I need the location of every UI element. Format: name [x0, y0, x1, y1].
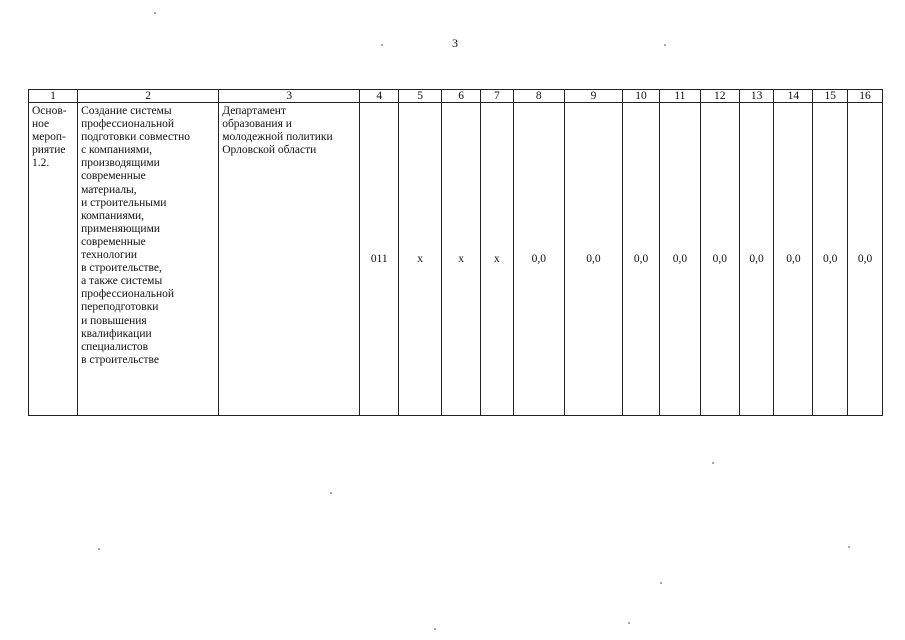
header-cell-16: 16 [848, 90, 883, 103]
header-cell-13: 13 [739, 90, 774, 103]
description-line: переподготовки [81, 301, 159, 314]
event-number-line: риятие [32, 144, 66, 157]
description-line: и повышения [81, 314, 147, 327]
header-cell-1: 1 [29, 90, 78, 103]
event-number-line: Основ- [32, 105, 67, 117]
description-line: а также системы [81, 275, 163, 288]
scan-speck [381, 44, 383, 46]
value-cell-13: 0,0 [739, 103, 774, 416]
description-line: подготовки совместно [81, 131, 190, 144]
scan-speck [664, 44, 666, 46]
scan-speck [98, 548, 100, 550]
header-cell-11: 11 [659, 90, 700, 103]
description-line: в строительстве [81, 353, 160, 366]
header-cell-14: 14 [774, 90, 813, 103]
scan-speck [434, 628, 436, 630]
description-line: применяющими [81, 222, 160, 235]
event-number-line: 1.2. [32, 157, 50, 170]
responsible-executor-cell [219, 103, 360, 416]
header-cell-3: 3 [219, 90, 360, 103]
scan-speck [154, 12, 156, 14]
value-cell-8: 0,0 [513, 103, 564, 416]
value-cell-7: x [481, 103, 514, 416]
description-line: специалистов [81, 340, 149, 353]
description-line: компаниями, [81, 209, 145, 222]
description-line: и строительными [81, 196, 167, 209]
description-line: с компаниями, [81, 144, 153, 157]
description-line: производящими [81, 157, 160, 170]
program-table [28, 89, 883, 416]
header-cell-4: 4 [360, 90, 399, 103]
event-number-line: ное [32, 118, 50, 131]
description-line: в строительстве, [81, 262, 162, 275]
executor-line: молодежной политики [222, 131, 333, 144]
scan-speck [628, 622, 630, 624]
scan-speck [848, 546, 850, 548]
value-cell-14: 0,0 [774, 103, 813, 416]
description-line: квалификации [81, 327, 152, 340]
value-cell-15: 0,0 [813, 103, 848, 416]
header-cell-15: 15 [813, 90, 848, 103]
table-row [29, 103, 883, 416]
executor-line: образования и [222, 118, 292, 131]
header-cell-9: 9 [564, 90, 622, 103]
value-cell-16: 0,0 [848, 103, 883, 416]
header-cell-5: 5 [399, 90, 442, 103]
value-cell-12: 0,0 [700, 103, 739, 416]
header-cell-10: 10 [623, 90, 660, 103]
header-cell-6: 6 [442, 90, 481, 103]
header-row [29, 90, 883, 103]
description-line: профессиональной [81, 118, 175, 131]
value-cell-4: 011 [360, 103, 399, 416]
executor-line: Орловской области [222, 144, 317, 157]
event-number-cell [29, 103, 78, 416]
value-cell-6: x [442, 103, 481, 416]
scan-speck [330, 492, 332, 494]
value-cell-9: 0,0 [564, 103, 622, 416]
description-line: современные [81, 235, 146, 248]
event-number-line: мероп- [32, 131, 66, 144]
description-line: материалы, [81, 183, 137, 196]
description-line: современные [81, 170, 146, 183]
page-number: 3 [452, 36, 458, 50]
description-line: технологии [81, 249, 138, 262]
event-description-cell [78, 103, 219, 416]
executor-line: Департамент [222, 105, 286, 117]
scan-speck [712, 462, 714, 464]
header-cell-12: 12 [700, 90, 739, 103]
value-cell-10: 0,0 [623, 103, 660, 416]
description-line: профессиональной [81, 288, 175, 301]
value-cell-5: x [399, 103, 442, 416]
header-cell-8: 8 [513, 90, 564, 103]
value-cell-11: 0,0 [659, 103, 700, 416]
header-cell-7: 7 [481, 90, 514, 103]
scan-speck [660, 582, 662, 584]
description-line: Создание системы [81, 105, 172, 117]
header-cell-2: 2 [78, 90, 219, 103]
